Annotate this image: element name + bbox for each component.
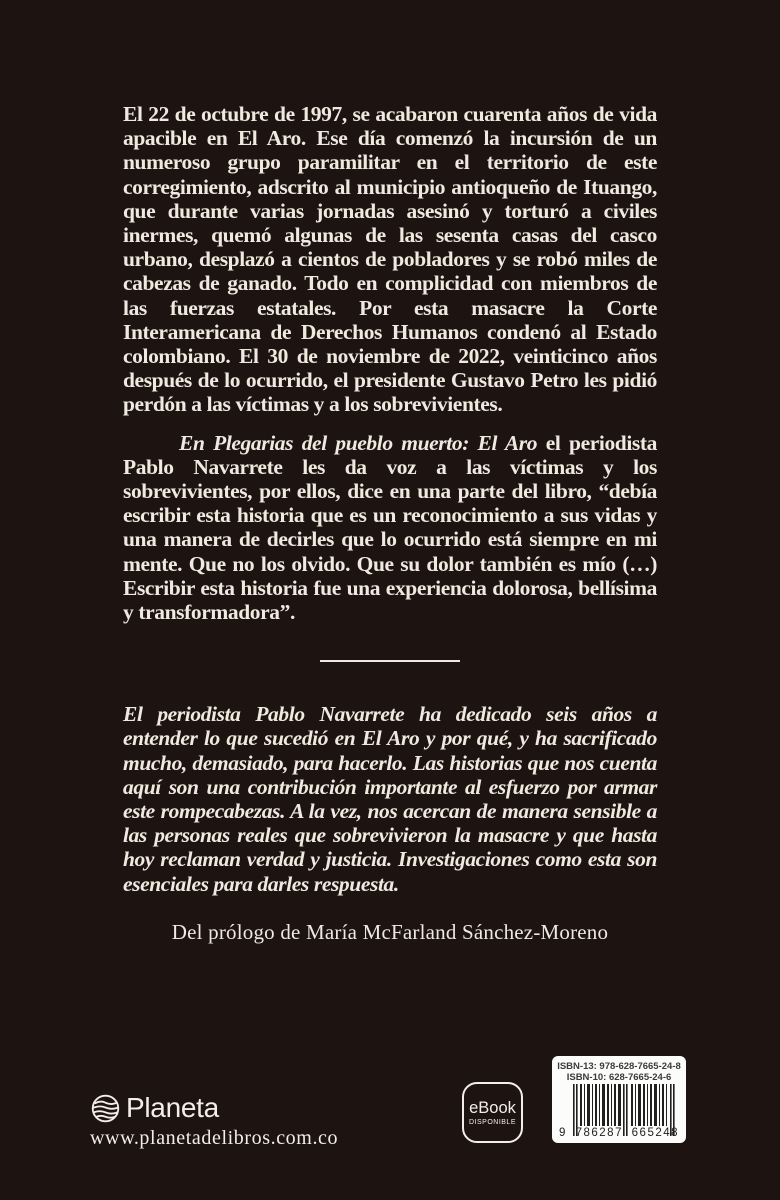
quote-attribution: Del prólogo de María McFarland Sánchez-Moreno: [171, 919, 609, 944]
ebook-available-badge: [462, 1082, 523, 1143]
isbn10-text: ISBN-10: 628-7665-24-6: [566, 1072, 672, 1083]
barcode-label: [552, 1056, 686, 1143]
synopsis-paragraph-1: El 22 de octubre de 1997, se acabaron cuarenta años de vida apacible en El Aro. Ese día comenzó la incursión de un numeroso grupo paramilitar en el territorio de este corregimiento, adscrito al municipio antioqueño de Ituango, que durante varias jornadas asesinó y torturó a civiles inermes, quemó algunas de las sesenta casas del casco urbano, desplazó a cientos de pobladores y se robó miles de cabezas de ganado. Todo en complicidad con miembros de las fuerzas estatales. Por esta masacre la Corte Interamericana de Derechos Humanos condenó al Estado colombiano. El 30 de noviembre de 2022, veinticinco años después de lo ocurrido, el presidente Gustavo Petro les pidió perdón a las víctimas y a los sobrevivientes.: [123, 102, 657, 417]
ebook-badge-subtitle: DISPONIBLE: [468, 1118, 516, 1126]
barcode-digits: 9 786287 665248: [559, 1127, 680, 1139]
book-title-mention: En Plegarias del pueblo muerto: El Aro: [179, 430, 538, 455]
prologue-quote: El periodista Pablo Navarrete ha dedicado seis años a entender lo que sucedió en El Aro y por qué, y ha sacrificado mucho, demasiado, para hacerlo. Las historias que nos cuenta aquí son una contribución importante al esfuerzo por armar este rompecabezas. A la vez, nos acercan de manera sensible a las personas reales que sobrevivieron la masacre y que hasta hoy reclaman verdad y justicia. Investigaciones como esta son esenciales para darles respuesta.: [123, 702, 657, 896]
back-cover-text-column: [123, 102, 657, 945]
section-divider: [320, 660, 460, 662]
globe-icon: [90, 1093, 121, 1124]
publisher-name: Planeta: [126, 1092, 219, 1123]
barcode-bars: [559, 1084, 679, 1141]
synopsis-paragraph-2-text: el periodista Pablo Navarrete les da voz a las víctimas y los sobrevivientes, por ellos, dice en una parte del libro, “debía escribir esta historia que es un reconocimiento a sus vidas y una manera de decirles que lo ocurrido está siempre en mi mente. Que no los olvido. Que su dolor también es mío (…) Escribir esta historia fue una experiencia dolorosa, bellísima y transformadora”.: [123, 430, 658, 625]
synopsis-paragraph-2: [123, 431, 657, 625]
isbn13-text: ISBN-13: 978-628-7665-24-8: [557, 1061, 681, 1072]
ebook-badge-title: eBook: [469, 1098, 516, 1117]
publisher-block: [90, 1092, 338, 1150]
publisher-website: www.planetadelibros.com.co: [90, 1127, 339, 1149]
synopsis: [123, 102, 657, 624]
